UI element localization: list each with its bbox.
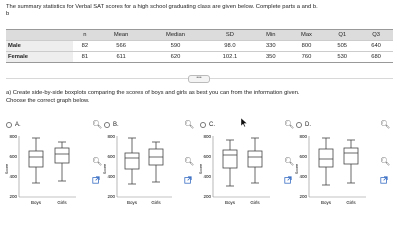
y-tick-label: 200	[107, 194, 115, 199]
girls-box	[344, 140, 358, 183]
mouse-pointer-icon	[241, 118, 248, 127]
y-tick-label: 400	[299, 174, 307, 179]
problem-intro: The summary statistics for Verbal SAT scores for a high school graduating class are given below. Complete parts a and b.	[6, 4, 318, 10]
table-cell: 102.1	[206, 52, 254, 63]
table-header-cell: Q1	[325, 30, 359, 41]
table-header-row	[6, 30, 393, 41]
table-row	[6, 41, 393, 52]
boys-box	[319, 138, 333, 185]
table-header-cell: Min	[254, 30, 288, 41]
table-header-cell: Max	[288, 30, 326, 41]
option-b-selector[interactable]	[104, 120, 119, 130]
magnifier-icon[interactable]: 🔍︎	[380, 120, 391, 129]
girls-box	[149, 142, 163, 182]
y-axis-label: Score	[102, 163, 107, 175]
boxplot-option-d	[296, 131, 376, 211]
y-tick-label: 600	[107, 154, 115, 159]
table-cell: 760	[288, 52, 326, 63]
table-cell: 620	[145, 52, 206, 63]
table-cell: 800	[288, 41, 326, 52]
table-header-cell: Median	[145, 30, 206, 41]
x-group-label: Girls	[346, 200, 356, 205]
option-d[interactable]	[296, 120, 391, 210]
radio-button[interactable]	[104, 122, 110, 128]
boxplot-option-a	[6, 131, 88, 211]
magnifier-icon[interactable]: 🔍︎	[92, 157, 103, 166]
question-text	[6, 89, 394, 105]
table-cell: 82	[73, 41, 98, 52]
girls-box	[55, 142, 69, 181]
x-group-label: Girls	[57, 200, 67, 205]
table-cell: 350	[254, 52, 288, 63]
y-axis-label: Score	[4, 163, 9, 175]
x-group-label: Girls	[151, 200, 161, 205]
table-header-cell: Q3	[359, 30, 393, 41]
x-group-label: Boys	[30, 200, 42, 205]
x-group-label: Boys	[224, 200, 236, 205]
table-cell: 505	[325, 41, 359, 52]
y-tick-label: 800	[299, 134, 307, 139]
question-line-1: a) Create side-by-side boxplots comparing the scores of boys and girls as best you can from the information given.	[6, 90, 300, 96]
x-group-label: Boys	[320, 200, 332, 205]
y-tick-label: 200	[299, 194, 307, 199]
magnifier-icon[interactable]: 🔍︎	[184, 120, 195, 129]
expand-more-button[interactable]: •••	[188, 75, 210, 83]
table-cell: 330	[254, 41, 288, 52]
magnifier-icon[interactable]: 🔍︎	[284, 120, 295, 129]
table-cell: 640	[359, 41, 393, 52]
table-cell: 566	[97, 41, 145, 52]
boys-box	[223, 140, 237, 186]
table-row	[6, 52, 393, 63]
table-cell: 81	[73, 52, 98, 63]
y-tick-label: 800	[203, 134, 211, 139]
option-c[interactable]	[200, 120, 295, 210]
table-cell: 98.0	[206, 41, 254, 52]
table-header-cell: Mean	[97, 30, 145, 41]
radio-button[interactable]	[6, 122, 12, 128]
table-row-label: Male	[6, 41, 73, 52]
y-tick-label: 200	[203, 194, 211, 199]
y-tick-label: 400	[9, 174, 17, 179]
table-cell: 680	[359, 52, 393, 63]
girls-box	[248, 138, 262, 183]
option-c-selector[interactable]	[200, 120, 215, 130]
y-tick-label: 600	[9, 154, 17, 159]
y-tick-label: 400	[107, 174, 115, 179]
option-d-selector[interactable]	[296, 120, 311, 130]
y-tick-label: 800	[107, 134, 115, 139]
table-row-label: Female	[6, 52, 73, 63]
magnifier-icon[interactable]: 🔍︎	[284, 157, 295, 166]
open-in-new-icon[interactable]	[184, 176, 192, 184]
option-a[interactable]	[6, 120, 101, 210]
y-tick-label: 600	[203, 154, 211, 159]
y-axis-label: Score	[294, 163, 299, 175]
option-letter: D.	[305, 122, 311, 128]
y-tick-label: 200	[9, 194, 17, 199]
option-letter: A.	[15, 122, 21, 128]
table-cell: 530	[325, 52, 359, 63]
x-group-label: Boys	[126, 200, 138, 205]
open-in-new-icon[interactable]	[380, 176, 388, 184]
table-cell: 611	[97, 52, 145, 63]
magnifier-icon[interactable]: 🔍︎	[184, 157, 195, 166]
option-b[interactable]	[104, 120, 199, 210]
magnifier-icon[interactable]: 🔍︎	[380, 157, 391, 166]
open-in-new-icon[interactable]	[92, 176, 100, 184]
table-cell: 590	[145, 41, 206, 52]
y-axis-label: Score	[198, 163, 203, 175]
option-a-selector[interactable]	[6, 120, 21, 130]
y-tick-label: 800	[9, 134, 17, 139]
x-group-label: Girls	[250, 200, 260, 205]
option-letter: B.	[113, 122, 119, 128]
table-header-cell: n	[73, 30, 98, 41]
option-letter: C.	[209, 122, 215, 128]
table-header-cell	[6, 30, 73, 41]
part-b-label: b	[6, 11, 10, 17]
summary-statistics-table	[6, 29, 393, 63]
question-line-2: Choose the correct graph below.	[6, 98, 90, 104]
radio-button[interactable]	[296, 122, 302, 128]
boxplot-option-b	[104, 131, 182, 211]
boys-box	[29, 138, 43, 183]
boxplot-option-c	[200, 131, 280, 211]
open-in-new-icon[interactable]	[284, 176, 292, 184]
y-tick-label: 600	[299, 154, 307, 159]
y-tick-label: 400	[203, 174, 211, 179]
boys-box	[125, 138, 139, 184]
radio-button[interactable]	[200, 122, 206, 128]
table-header-cell: SD	[206, 30, 254, 41]
magnifier-icon[interactable]: 🔍︎	[92, 120, 103, 129]
